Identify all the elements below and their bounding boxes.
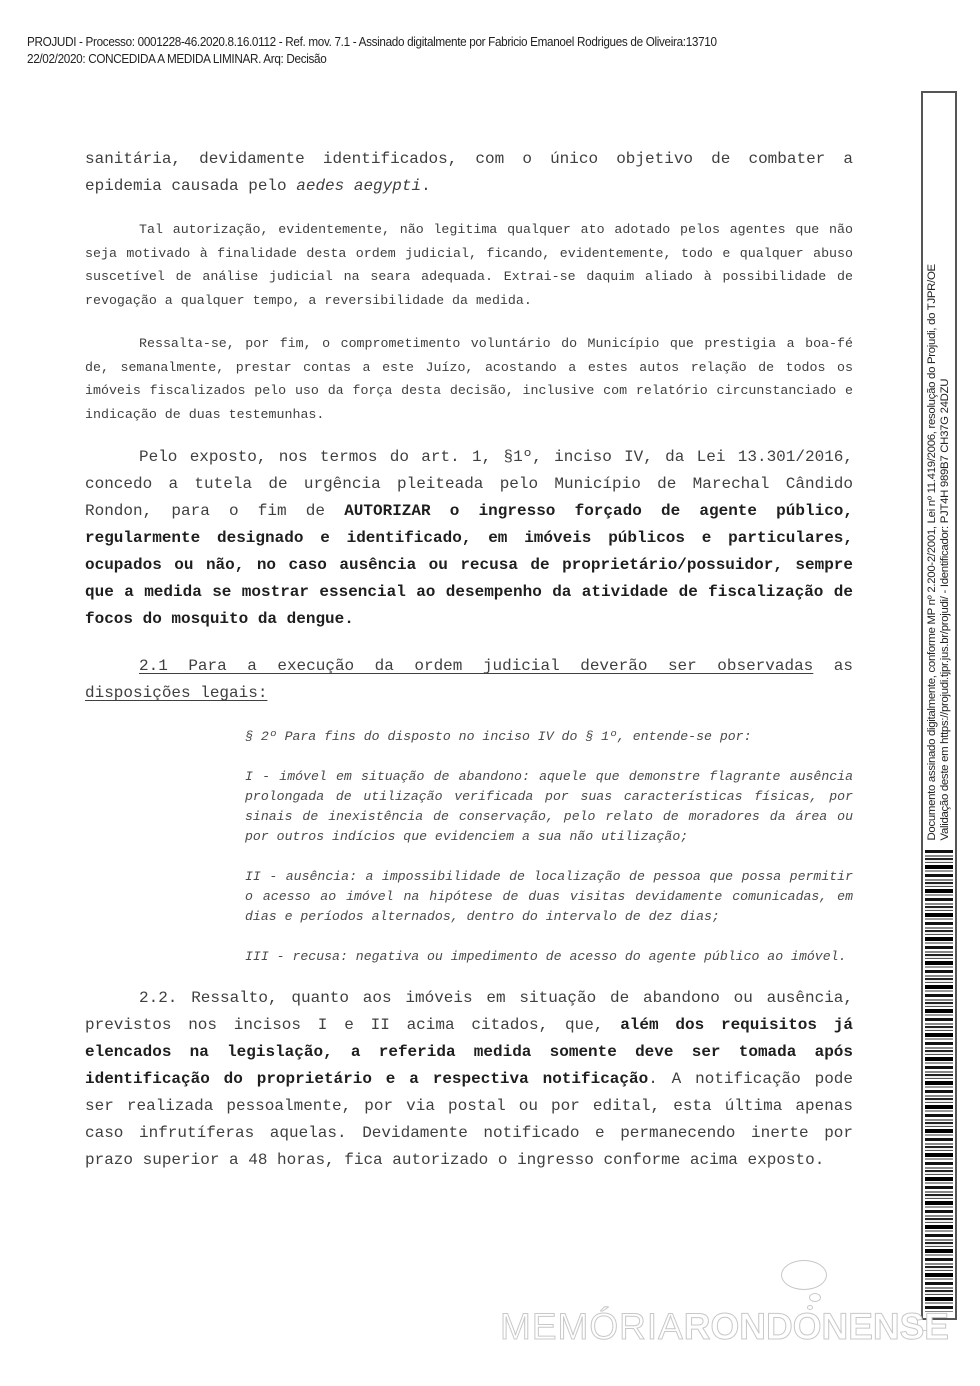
p5-underlined-2: disposições legais:: [85, 684, 268, 702]
signature-line-2: Validação deste em https://projudi.tjpr.jus.br/projudi/ - Identificador: PJT4H 989B7 CH37G 24DZU: [939, 378, 951, 840]
signature-text: [926, 93, 952, 848]
p1-italic-species: aedes aegypti: [296, 177, 422, 195]
thought-bubble-icon: [781, 1260, 827, 1290]
paragraph-6-section-2-2: [85, 985, 853, 1174]
paragraph-3: Ressalta-se, por fim, o comprometimento voluntário do Município que prestigia a boa-fé de, semanalmente, prestar contas a este Juízo, acostando a estes autos relação de todos os imóveis fiscalizados pelo uso da força desta decisão, inclusive com relatório circunstanciado e indicação de duas testemunhas.: [85, 336, 853, 422]
document-body: [85, 146, 853, 1174]
p4-bold-order: AUTORIZAR o ingresso forçado de agente público, regularmente designado e identificado, em imóveis públicos e particulares, ocupados ou não, no caso ausência ou recusa de proprietário/possuidor, sempre que a medida se mostrar essencial ao desempenho da atividade de fiscalização de focos do mosquito da dengue.: [85, 502, 853, 628]
p1-end: .: [421, 177, 431, 195]
quote-item-1: I - imóvel em situação de abandono: aquele que demonstre flagrante ausência prolongada de utilização verificada por suas características físicas, por sinais de inexistência de conservação, pelo relato de moradores da área ou por outros indícios que evidenciem a sua não utilização;: [245, 769, 853, 844]
p1-text: sanitária, devidamente identificados, com o único objetivo de combater a epidemia causada pelo: [85, 150, 853, 195]
watermark-part-1: MEMÓRIA: [500, 1306, 684, 1347]
paragraph-2: Tal autorização, evidentemente, não legitima qualquer ato adotado pelos agentes que não seja motivado à finalidade desta ordem judicial, ficando, evidentemente, todo e qualquer abuso suscetível de análise judicial na seara adequada. Extrai-se daquim aliado à possibilidade de revogação a qualquer tempo, a reversibilidade da medida.: [85, 222, 853, 308]
paragraph-4-dispositive: [85, 444, 853, 633]
signature-text-area: [923, 93, 955, 848]
thought-bubble-small-icon: [809, 1293, 821, 1302]
p6-text: 2.2. Ressalto, quanto aos imóveis em situação de abandono ou ausência, previstos nos incisos I e II acima citados, que,: [85, 989, 853, 1034]
quote-item-3: III - recusa: negativa ou impedimento de acesso do agente público ao imóvel.: [245, 949, 847, 964]
digital-signature-strip: [921, 91, 957, 1320]
p5-plain: as: [813, 657, 853, 675]
paragraph-1: [85, 146, 853, 200]
document-header: [27, 34, 827, 68]
p6-text-end: . A notificação pode ser realizada pessoalmente, por via postal ou por edital, esta última apenas caso infrutíferas aquelas. Devidamente notificado e permanecendo inerte por prazo superior a 48 horas, fica autorizado o ingresso conforme acima exposto.: [85, 1070, 854, 1169]
signature-line-1: Documento assinado digitalmente, conforme MP nº 2.200-2/2001, Lei nº 11.419/2006, resolução do Projudi, do TJPR/OE: [926, 263, 938, 840]
watermark-logo: [500, 1306, 949, 1348]
header-line-2: 22/02/2020: CONCEDIDA A MEDIDA LIMINAR. Arq: Decisão: [27, 52, 327, 66]
legal-quote: [245, 727, 853, 967]
p6-bold-requirement: além dos requisitos já elencados na legislação, a referida medida somente deve ser tomada após identificação do proprietário e a respectiva notificação: [85, 1016, 853, 1088]
paragraph-5-section-2-1: [85, 653, 853, 707]
header-line-1: PROJUDI - Processo: 0001228-46.2020.8.16.0112 - Ref. mov. 7.1 - Assinado digitalmente por Fabricio Emanoel Rodrigues de Oliveira:13710: [27, 35, 717, 49]
p4-text: Pelo exposto, nos termos do art. 1, §1º, inciso IV, da Lei 13.301/2016, concedo a tutela de urgência pleiteada pelo Município de Marechal Cândido Rondon, para o fim de: [85, 448, 853, 520]
watermark-part-2: RONDONENSE: [683, 1306, 949, 1347]
barcode-icon: [925, 850, 953, 1312]
quote-intro: § 2º Para fins do disposto no inciso IV do § 1º, entende-se por:: [245, 729, 752, 744]
quote-item-2: II - ausência: a impossibilidade de localização de pessoa que possa permitir o acesso ao imóvel na hipótese de duas visitas devidamente comunicadas, em dias e períodos alternados, dentro do intervalo de dez dias;: [245, 869, 853, 924]
p5-underlined: 2.1 Para a execução da ordem judicial deverão ser observadas: [139, 657, 814, 675]
